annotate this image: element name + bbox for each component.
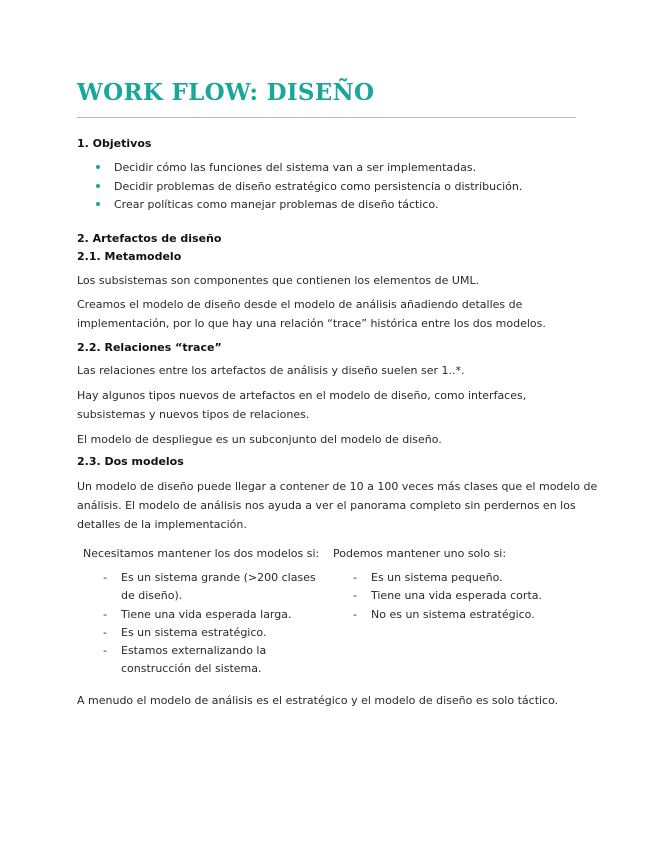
bullet-icon bbox=[96, 184, 100, 188]
dash-bullet: - bbox=[103, 608, 107, 621]
subsection-heading-dos-modelos: 2.3. Dos modelos bbox=[77, 455, 184, 468]
paragraph-line: Creamos el modelo de diseño desde el modelo de análisis añadiendo detalles de bbox=[77, 298, 523, 311]
paragraph: Las relaciones entre los artefactos de análisis y diseño suelen ser 1..*. bbox=[77, 364, 465, 377]
dash-bullet: - bbox=[353, 589, 357, 602]
bullet-item bbox=[96, 198, 438, 211]
bullet-icon bbox=[96, 165, 100, 169]
section-heading-objetivos: 1. Objetivos bbox=[77, 137, 152, 150]
list-item-text: construcción del sistema. bbox=[121, 662, 262, 675]
dash-bullet: - bbox=[353, 608, 357, 621]
list-item-text: Tiene una vida esperada larga. bbox=[121, 608, 292, 621]
paragraph-line: Hay algunos tipos nuevos de artefactos en el modelo de diseño, como interfaces, bbox=[77, 389, 527, 402]
paragraph: El modelo de despliegue es un subconjunto del modelo de diseño. bbox=[77, 433, 442, 446]
dash-bullet: - bbox=[103, 571, 107, 584]
list-item-text: Tiene una vida esperada corta. bbox=[371, 589, 542, 602]
paragraph-line: subsistemas y nuevos tipos de relaciones. bbox=[77, 408, 310, 421]
list-item-text: de diseño). bbox=[121, 589, 183, 602]
bullet-item bbox=[96, 180, 522, 193]
bullet-text: Decidir problemas de diseño estratégico como persistencia o distribución. bbox=[114, 180, 523, 193]
subsection-heading-metamodelo: 2.1. Metamodelo bbox=[77, 250, 182, 263]
list-item-text: Estamos externalizando la bbox=[121, 644, 267, 657]
left-column-heading: Necesitamos mantener los dos modelos si: bbox=[83, 547, 320, 560]
bullet-icon bbox=[96, 202, 100, 206]
page-title: WORK FLOW: DISEÑO bbox=[77, 79, 375, 106]
closing-paragraph: A menudo el modelo de análisis es el estratégico y el modelo de diseño es solo táctico. bbox=[77, 694, 559, 707]
bullet-item bbox=[96, 161, 476, 174]
list-item-text: Es un sistema estratégico. bbox=[121, 626, 267, 639]
paragraph-line: implementación, por lo que hay una relación “trace” histórica entre los dos modelos. bbox=[77, 317, 546, 330]
paragraph-line: detalles de la implementación. bbox=[77, 518, 247, 531]
bullet-text: Crear políticas como manejar problemas de diseño táctico. bbox=[114, 198, 439, 211]
title-divider bbox=[77, 117, 576, 118]
subsection-heading-relaciones-trace: 2.2. Relaciones “trace” bbox=[77, 341, 222, 354]
paragraph: Los subsistemas son componentes que contienen los elementos de UML. bbox=[77, 274, 480, 287]
paragraph-line: Un modelo de diseño puede llegar a contener de 10 a 100 veces más clases que el modelo de bbox=[77, 480, 598, 493]
list-item-text: Es un sistema pequeño. bbox=[371, 571, 503, 584]
dash-bullet: - bbox=[353, 571, 357, 584]
paragraph-line: análisis. El modelo de análisis nos ayuda a ver el panorama completo sin perdernos en los bbox=[77, 499, 576, 512]
section-heading-artefactos: 2. Artefactos de diseño bbox=[77, 232, 222, 245]
list-item-text: No es un sistema estratégico. bbox=[371, 608, 535, 621]
dash-bullet: - bbox=[103, 626, 107, 639]
bullet-text: Decidir cómo las funciones del sistema van a ser implementadas. bbox=[114, 161, 477, 174]
right-column-heading: Podemos mantener uno solo si: bbox=[333, 547, 507, 560]
list-item-text: Es un sistema grande (>200 clases bbox=[121, 571, 316, 584]
dash-bullet: - bbox=[103, 644, 107, 657]
